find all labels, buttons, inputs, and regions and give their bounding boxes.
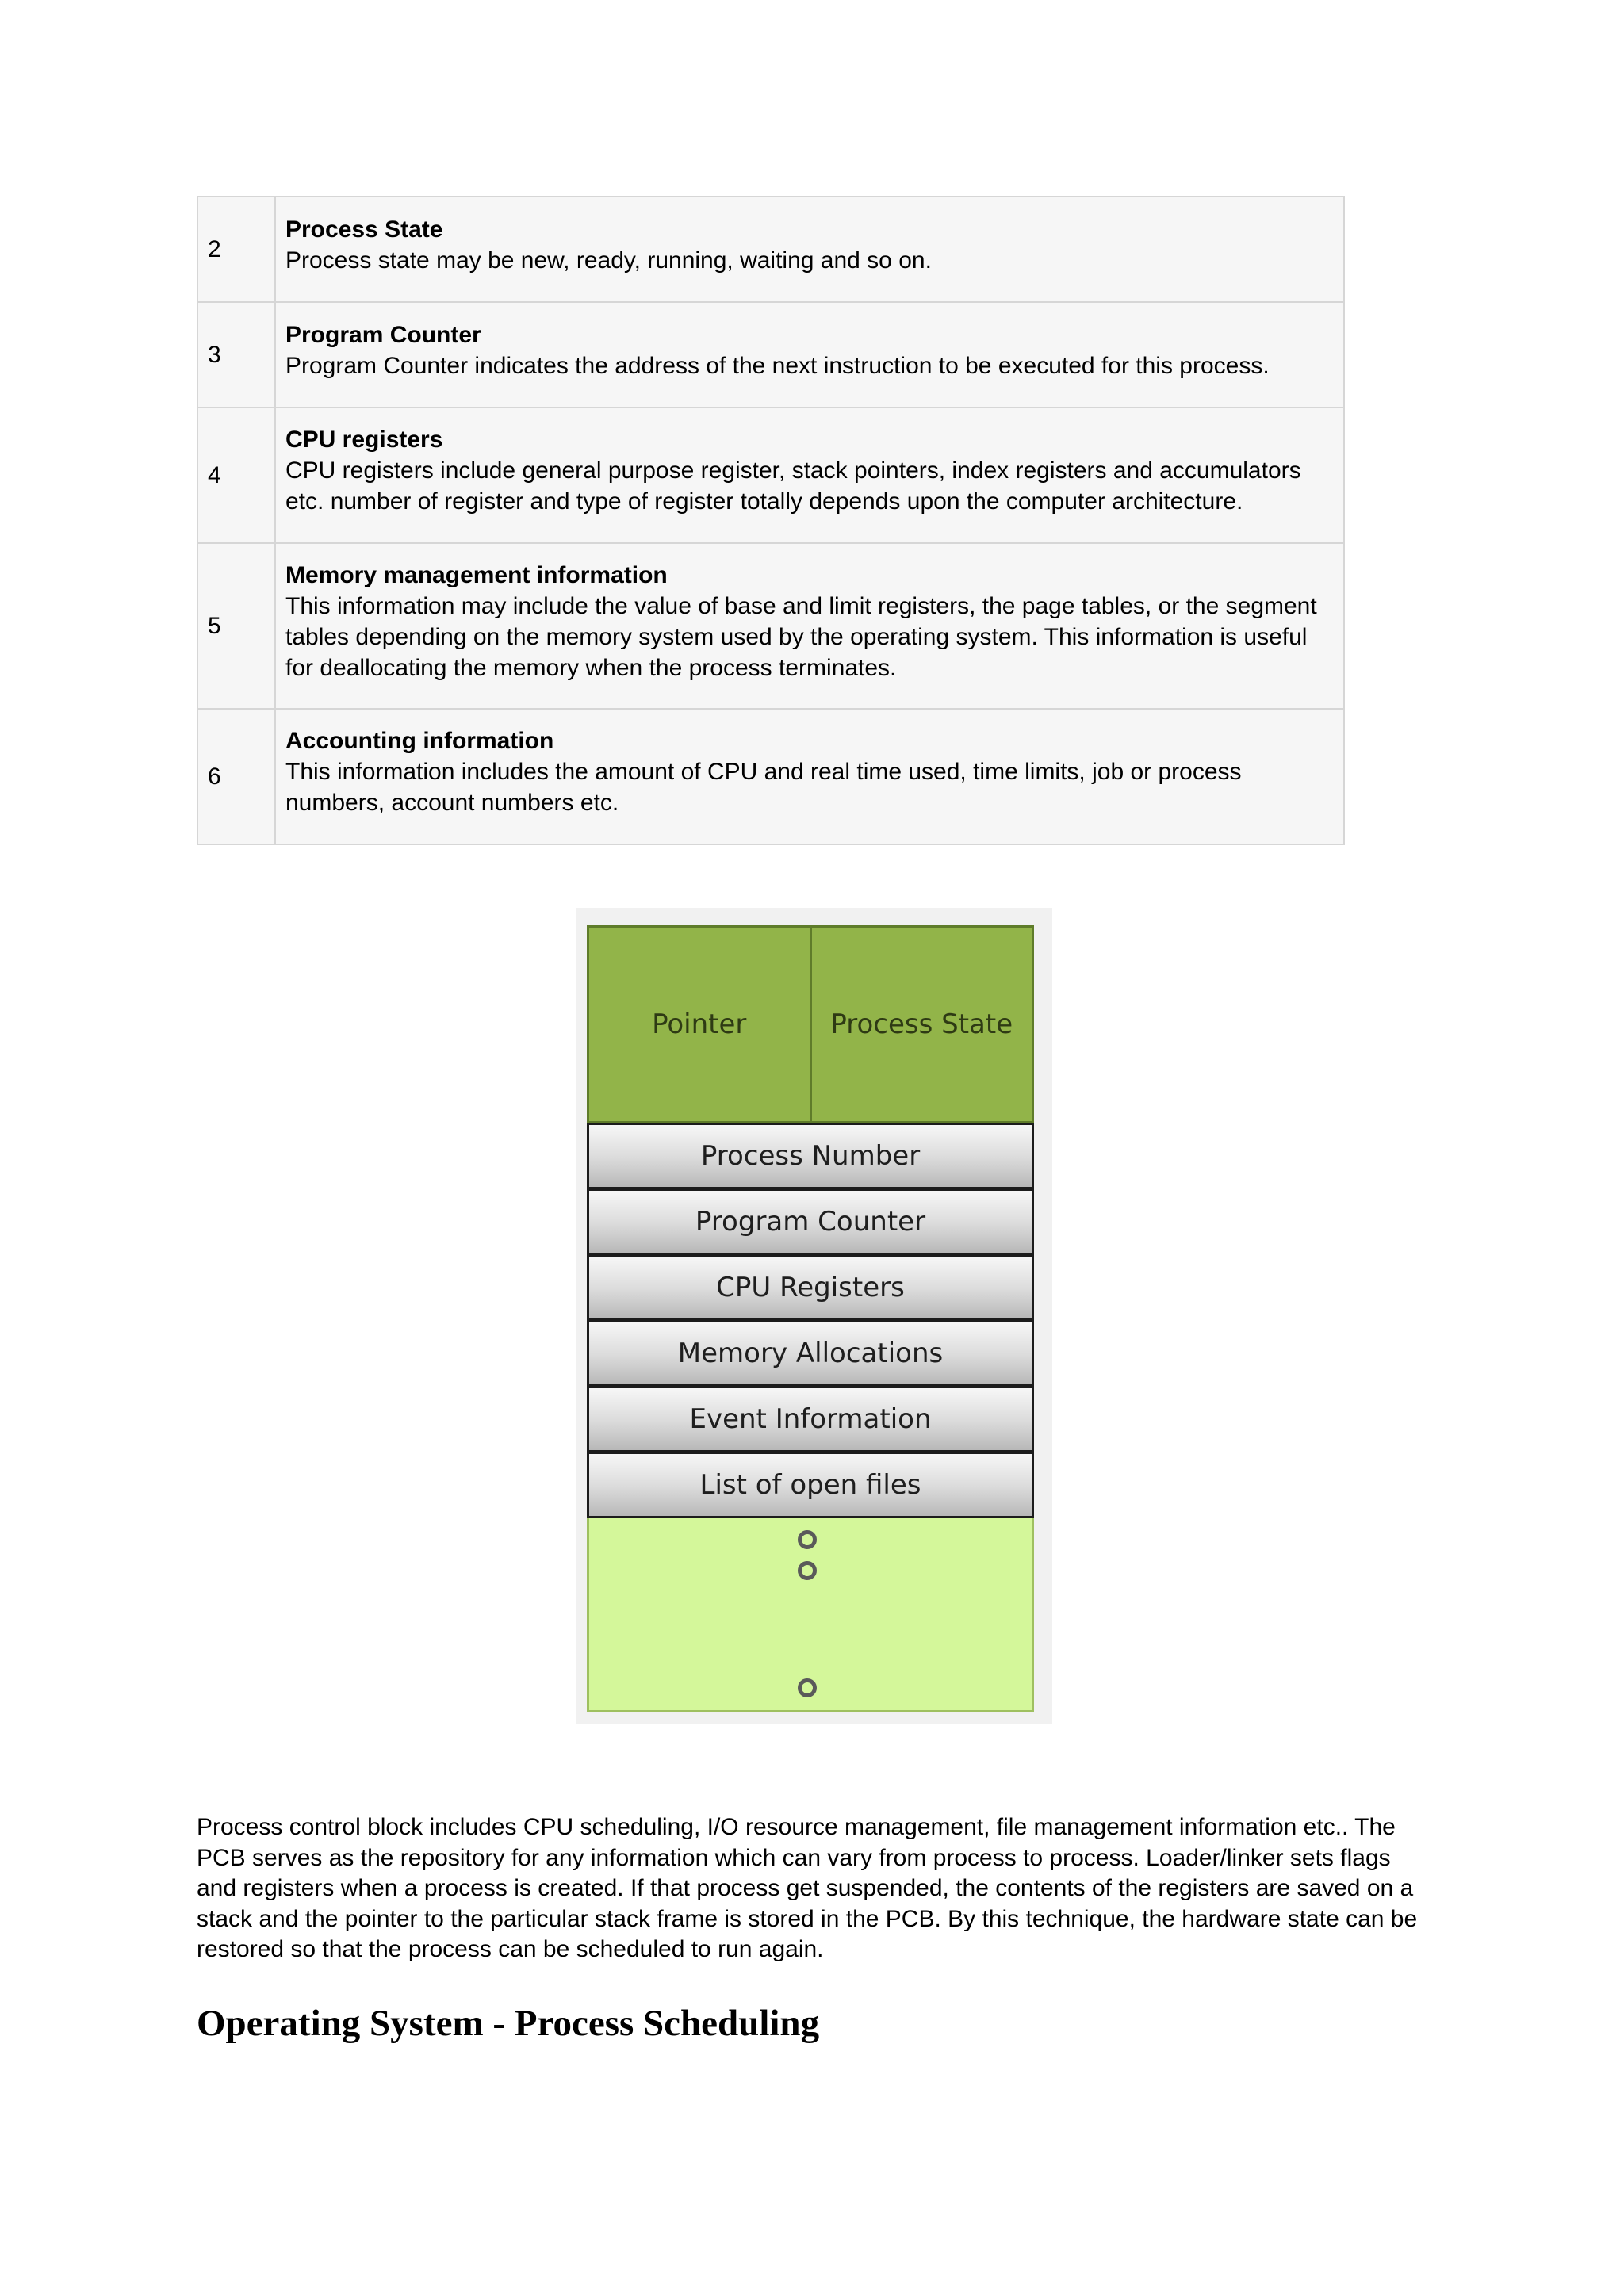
row-text: CPU registers include general purpose register, stack pointers, index registers and accumulators etc. number of register and type of register totally depends upon the computer architecture. bbox=[285, 457, 1301, 515]
pcb-diagram bbox=[576, 908, 1052, 1724]
pcb-info-table bbox=[197, 196, 1345, 845]
ellipsis-dot-icon bbox=[798, 1561, 817, 1580]
table-row bbox=[197, 408, 1344, 543]
row-description bbox=[275, 709, 1344, 844]
table-row bbox=[197, 543, 1344, 709]
pcb-continuation-area bbox=[587, 1518, 1034, 1712]
row-title: Program Counter bbox=[285, 321, 481, 348]
pcb-field-stack bbox=[587, 1123, 1034, 1518]
row-number: 2 bbox=[197, 197, 275, 302]
row-title: Process State bbox=[285, 216, 443, 243]
process-number-field: Process Number bbox=[587, 1123, 1034, 1189]
event-information-field: Event Information bbox=[587, 1387, 1034, 1452]
table-row bbox=[197, 709, 1344, 844]
row-description bbox=[275, 302, 1344, 408]
row-text: Process state may be new, ready, running, waiting and so on. bbox=[285, 247, 932, 274]
row-number: 4 bbox=[197, 408, 275, 543]
program-counter-field: Program Counter bbox=[587, 1189, 1034, 1255]
ellipsis-dot-icon bbox=[798, 1530, 817, 1549]
pointer-cell: Pointer bbox=[652, 1008, 747, 1040]
section-heading: Operating System - Process Scheduling bbox=[197, 2003, 820, 2044]
open-files-field: List of open files bbox=[587, 1452, 1034, 1518]
row-description bbox=[275, 408, 1344, 543]
row-text: Program Counter indicates the address of the next instruction to be executed for this process. bbox=[285, 352, 1270, 379]
process-state-cell: Process State bbox=[810, 928, 1032, 1121]
row-title: Accounting information bbox=[285, 728, 554, 754]
pcb-description-paragraph: Process control block includes CPU scheduling, I/O resource management, file management information etc.. The PCB serves as the repository for any information which can vary from process to process. Loader/linker sets flags and registers when a process is created. If that process get suspended, the contents of the registers are saved on a stack and the pointer to the particular stack frame is stored in the PCB. By this technique, the hardware state can be restored so that the process can be scheduled to run again. bbox=[197, 1814, 1418, 1962]
row-number: 5 bbox=[197, 543, 275, 709]
ellipsis-dot-icon bbox=[798, 1678, 817, 1697]
row-title: Memory management information bbox=[285, 561, 668, 588]
row-number: 6 bbox=[197, 709, 275, 844]
row-title: CPU registers bbox=[285, 427, 443, 453]
row-description bbox=[275, 197, 1344, 302]
row-number: 3 bbox=[197, 302, 275, 408]
row-text: This information may include the value of base and limit registers, the page tables, or the segment tables depending on the memory system used by the operating system. This information is useful for deallocating the memory when the process terminates. bbox=[285, 592, 1317, 681]
cpu-registers-field: CPU Registers bbox=[587, 1255, 1034, 1321]
memory-allocations-field: Memory Allocations bbox=[587, 1321, 1034, 1387]
row-description bbox=[275, 543, 1344, 709]
table-row bbox=[197, 197, 1344, 302]
table-row bbox=[197, 302, 1344, 408]
row-text: This information includes the amount of CPU and real time used, time limits, job or process numbers, account numbers etc. bbox=[285, 759, 1242, 816]
pcb-header bbox=[587, 925, 1034, 1123]
